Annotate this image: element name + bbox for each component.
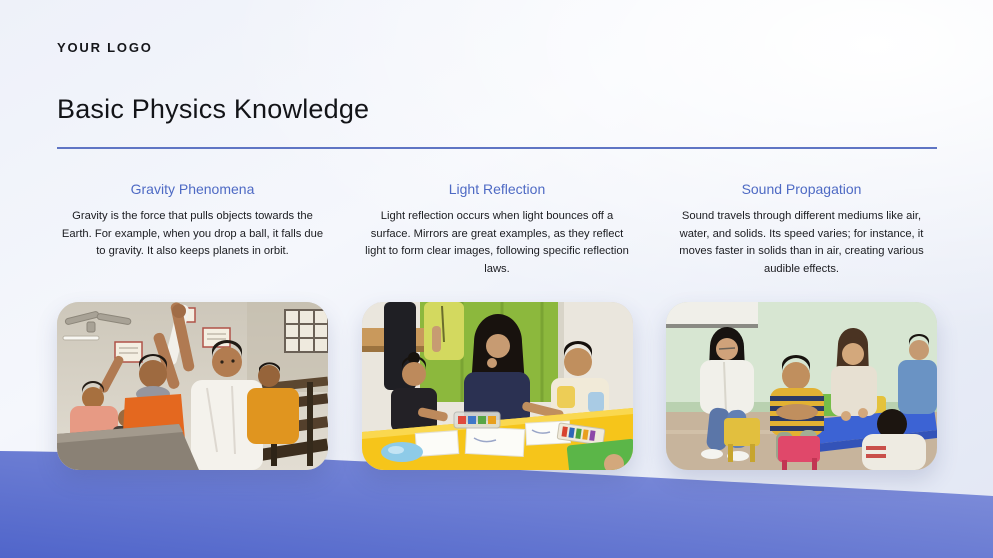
column-body: Sound travels through different mediums like air, water, and solids. Its speed varies; for instance, it moves faster in solids than in air, creating various audible effects.: [679, 210, 924, 275]
photo-classroom: [57, 302, 328, 470]
column-heading: Light Reflection: [448, 181, 546, 197]
column-sound: [666, 181, 937, 278]
column-heading: Sound Propagation: [741, 181, 862, 197]
title-divider: [57, 147, 937, 149]
column-body: Gravity is the force that pulls objects towards the Earth. For example, when you drop a ball, it falls due to gravity. It also keeps planets in orbit.: [61, 210, 324, 258]
column-body: Light reflection occurs when light bounces off a surface. Mirrors are great examples, as they reflect light to form clear images, following specific reflection laws.: [365, 210, 629, 275]
photo-group-table: [666, 302, 937, 470]
topic-columns: [57, 181, 937, 278]
logo: YOUR LOGO: [57, 40, 153, 55]
column-light: [362, 181, 633, 278]
page-title: Basic Physics Knowledge: [57, 94, 370, 124]
column-gravity: [57, 181, 328, 278]
column-heading: Gravity Phenomena: [130, 181, 255, 197]
photo-drawing-table: [362, 302, 633, 470]
photo-row: [57, 302, 937, 470]
